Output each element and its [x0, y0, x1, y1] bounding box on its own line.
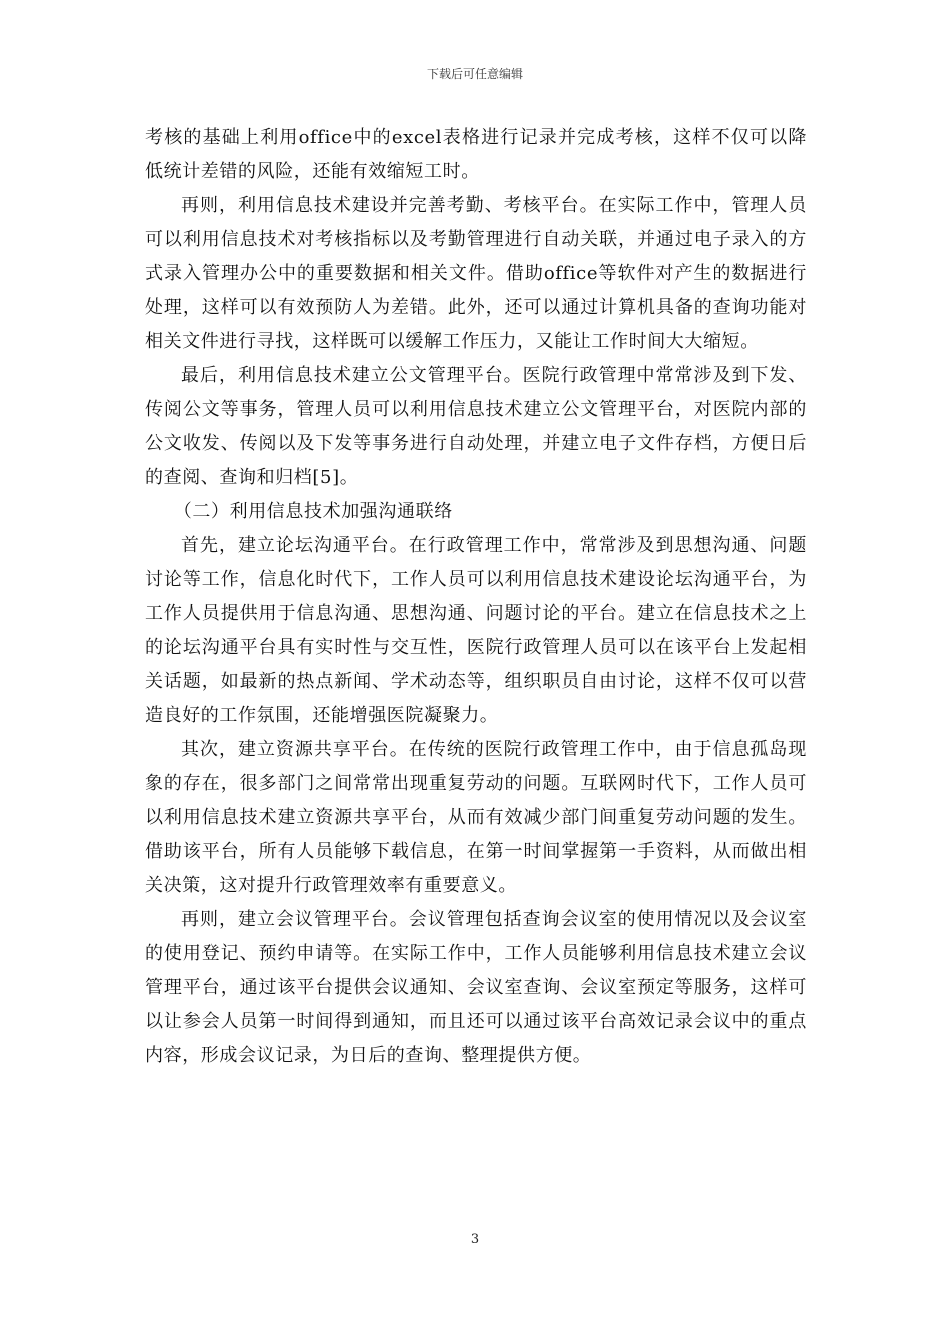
paragraph-continuation: 考核的基础上利用office中的excel表格进行记录并完成考核，这样不仅可以降低统计差错的风险，还能有效缩短工时。 [145, 127, 807, 182]
paragraph-document-platform: 最后，利用信息技术建立公文管理平台。医院行政管理中常常涉及到下发、传阅公文等事务，管理人员可以利用信息技术建立公文管理平台，对医院内部的公文收发、传阅以及下发等事务进行自动处理，并建立电子文件存档，方便日后的查阅、查询和归档[5]。 [145, 365, 807, 488]
document-body [145, 121, 807, 1073]
section-heading: （二）利用信息技术加强沟通联络 [173, 501, 453, 522]
paragraph-attendance-platform: 再则，利用信息技术建设并完善考勤、考核平台。在实际工作中，管理人员可以利用信息技术对考核指标以及考勤管理进行自动关联，并通过电子录入的方式录入管理办公中的重要数据和相关文件。借助office等软件对产生的数据进行处理，这样可以有效预防人为差错。此外，还可以通过计算机具备的查询功能对相关文件进行寻找，这样既可以缓解工作压力，又能让工作时间大大缩短。 [145, 195, 807, 352]
paragraph-meeting-management: 再则，建立会议管理平台。会议管理包括查询会议室的使用情况以及会议室的使用登记、预约申请等。在实际工作中，工作人员能够利用信息技术建立会议管理平台，通过该平台提供会议通知、会议室查询、会议室预定等服务，这样可以让参会人员第一时间得到通知，而且还可以通过该平台高效记录会议中的重点内容，形成会议记录，为日后的查询、整理提供方便。 [145, 909, 807, 1066]
paragraph-forum-platform: 首先，建立论坛沟通平台。在行政管理工作中，常常涉及到思想沟通、问题讨论等工作，信息化时代下，工作人员可以利用信息技术建设论坛沟通平台，为工作人员提供用于信息沟通、思想沟通、问题讨论的平台。建立在信息技术之上的论坛沟通平台具有实时性与交互性，医院行政管理人员可以在该平台上发起相关话题，如最新的热点新闻、学术动态等，组织职员自由讨论，这样不仅可以营造良好的工作氛围，还能增强医院凝聚力。 [145, 535, 807, 726]
paragraph-resource-sharing: 其次，建立资源共享平台。在传统的医院行政管理工作中，由于信息孤岛现象的存在，很多部门之间常常出现重复劳动的问题。互联网时代下，工作人员可以利用信息技术建立资源共享平台，从而有效减少部门间重复劳动问题的发生。借助该平台，所有人员能够下载信息，在第一时间掌握第一手资料，从而做出相关决策，这对提升行政管理效率有重要意义。 [145, 739, 807, 896]
page-header: 下载后可任意编辑 [426, 67, 523, 81]
page-number: 3 [470, 1232, 480, 1247]
